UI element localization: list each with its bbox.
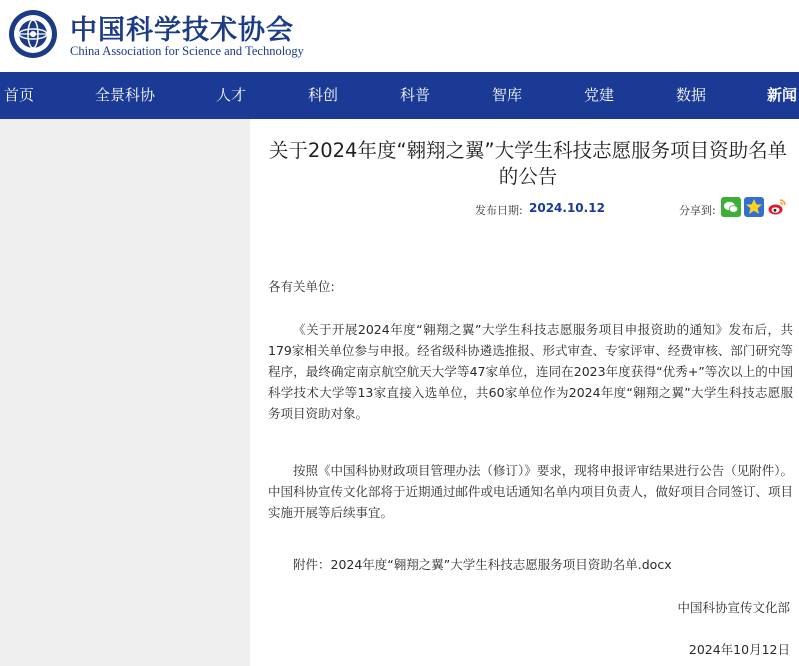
nav-item-data[interactable]: 数据 bbox=[676, 86, 707, 104]
logo-english-name[interactable]: China Association for Science and Technology bbox=[70, 44, 304, 58]
nav-item-popular-science[interactable]: 科普 bbox=[400, 86, 431, 104]
body-paragraph-1: 《关于开展2024年度“翱翔之翼”大学生科技志愿服务项目申报资助的通知》发布后，共179家相关单位参与申报。经省级科协遴选推报、形式审查、专家评审、经费审核、部门研究等程序，最终确定南京航空航天大学等47家单位，连同在2023年度获得“优秀+”等次以上的中国科学技术大学等13家直接入选单位，共60家单位作为2024年度“翱翔之翼”大学生科技志愿服务项目资助对象。 bbox=[268, 322, 793, 421]
nav-item-talent[interactable]: 人才 bbox=[216, 86, 247, 104]
qzone-icon[interactable] bbox=[744, 197, 764, 217]
attachment-link[interactable]: 附件：2024年度“翱翔之翼”大学生科技志愿服务项目资助名单.docx bbox=[293, 557, 672, 572]
article-title: 关于2024年度“翱翔之翼”大学生科技志愿服务项目资助名单的公告 bbox=[268, 139, 788, 188]
main-nav bbox=[0, 72, 799, 119]
nav-item-home[interactable]: 首页 bbox=[4, 86, 35, 104]
signature-date: 2024年10月12日 bbox=[688, 642, 790, 657]
nav-item-party[interactable]: 党建 bbox=[584, 86, 615, 104]
publish-date-label: 发布日期: bbox=[475, 204, 523, 217]
nav-item-think-tank[interactable]: 智库 bbox=[492, 86, 523, 104]
greeting: 各有关单位: bbox=[268, 279, 335, 294]
wechat-icon[interactable] bbox=[721, 197, 741, 217]
nav-item-news[interactable]: 新闻 bbox=[767, 86, 798, 104]
publish-date: 2024.10.12 bbox=[529, 201, 605, 215]
nav-item-innovation[interactable]: 科创 bbox=[308, 86, 339, 104]
cast-emblem-icon[interactable] bbox=[8, 9, 58, 59]
nav-item-overview[interactable]: 全景科协 bbox=[95, 86, 156, 104]
sidebar bbox=[0, 119, 250, 666]
logo-chinese-name[interactable]: 中国科学技术协会 bbox=[70, 15, 294, 46]
share-label: 分享到: bbox=[679, 204, 716, 217]
signature-department: 中国科协宣传文化部 bbox=[677, 600, 790, 615]
weibo-icon[interactable] bbox=[767, 197, 787, 217]
site-header bbox=[0, 0, 799, 72]
body-paragraph-2: 按照《中国科协财政项目管理办法（修订）》要求，现将申报评审结果进行公告（见附件）。中国科协宣传文化部将于近期通过邮件或电话通知名单内项目负责人，做好项目合同签订、项目实施开展等后续事宜。 bbox=[268, 463, 794, 520]
